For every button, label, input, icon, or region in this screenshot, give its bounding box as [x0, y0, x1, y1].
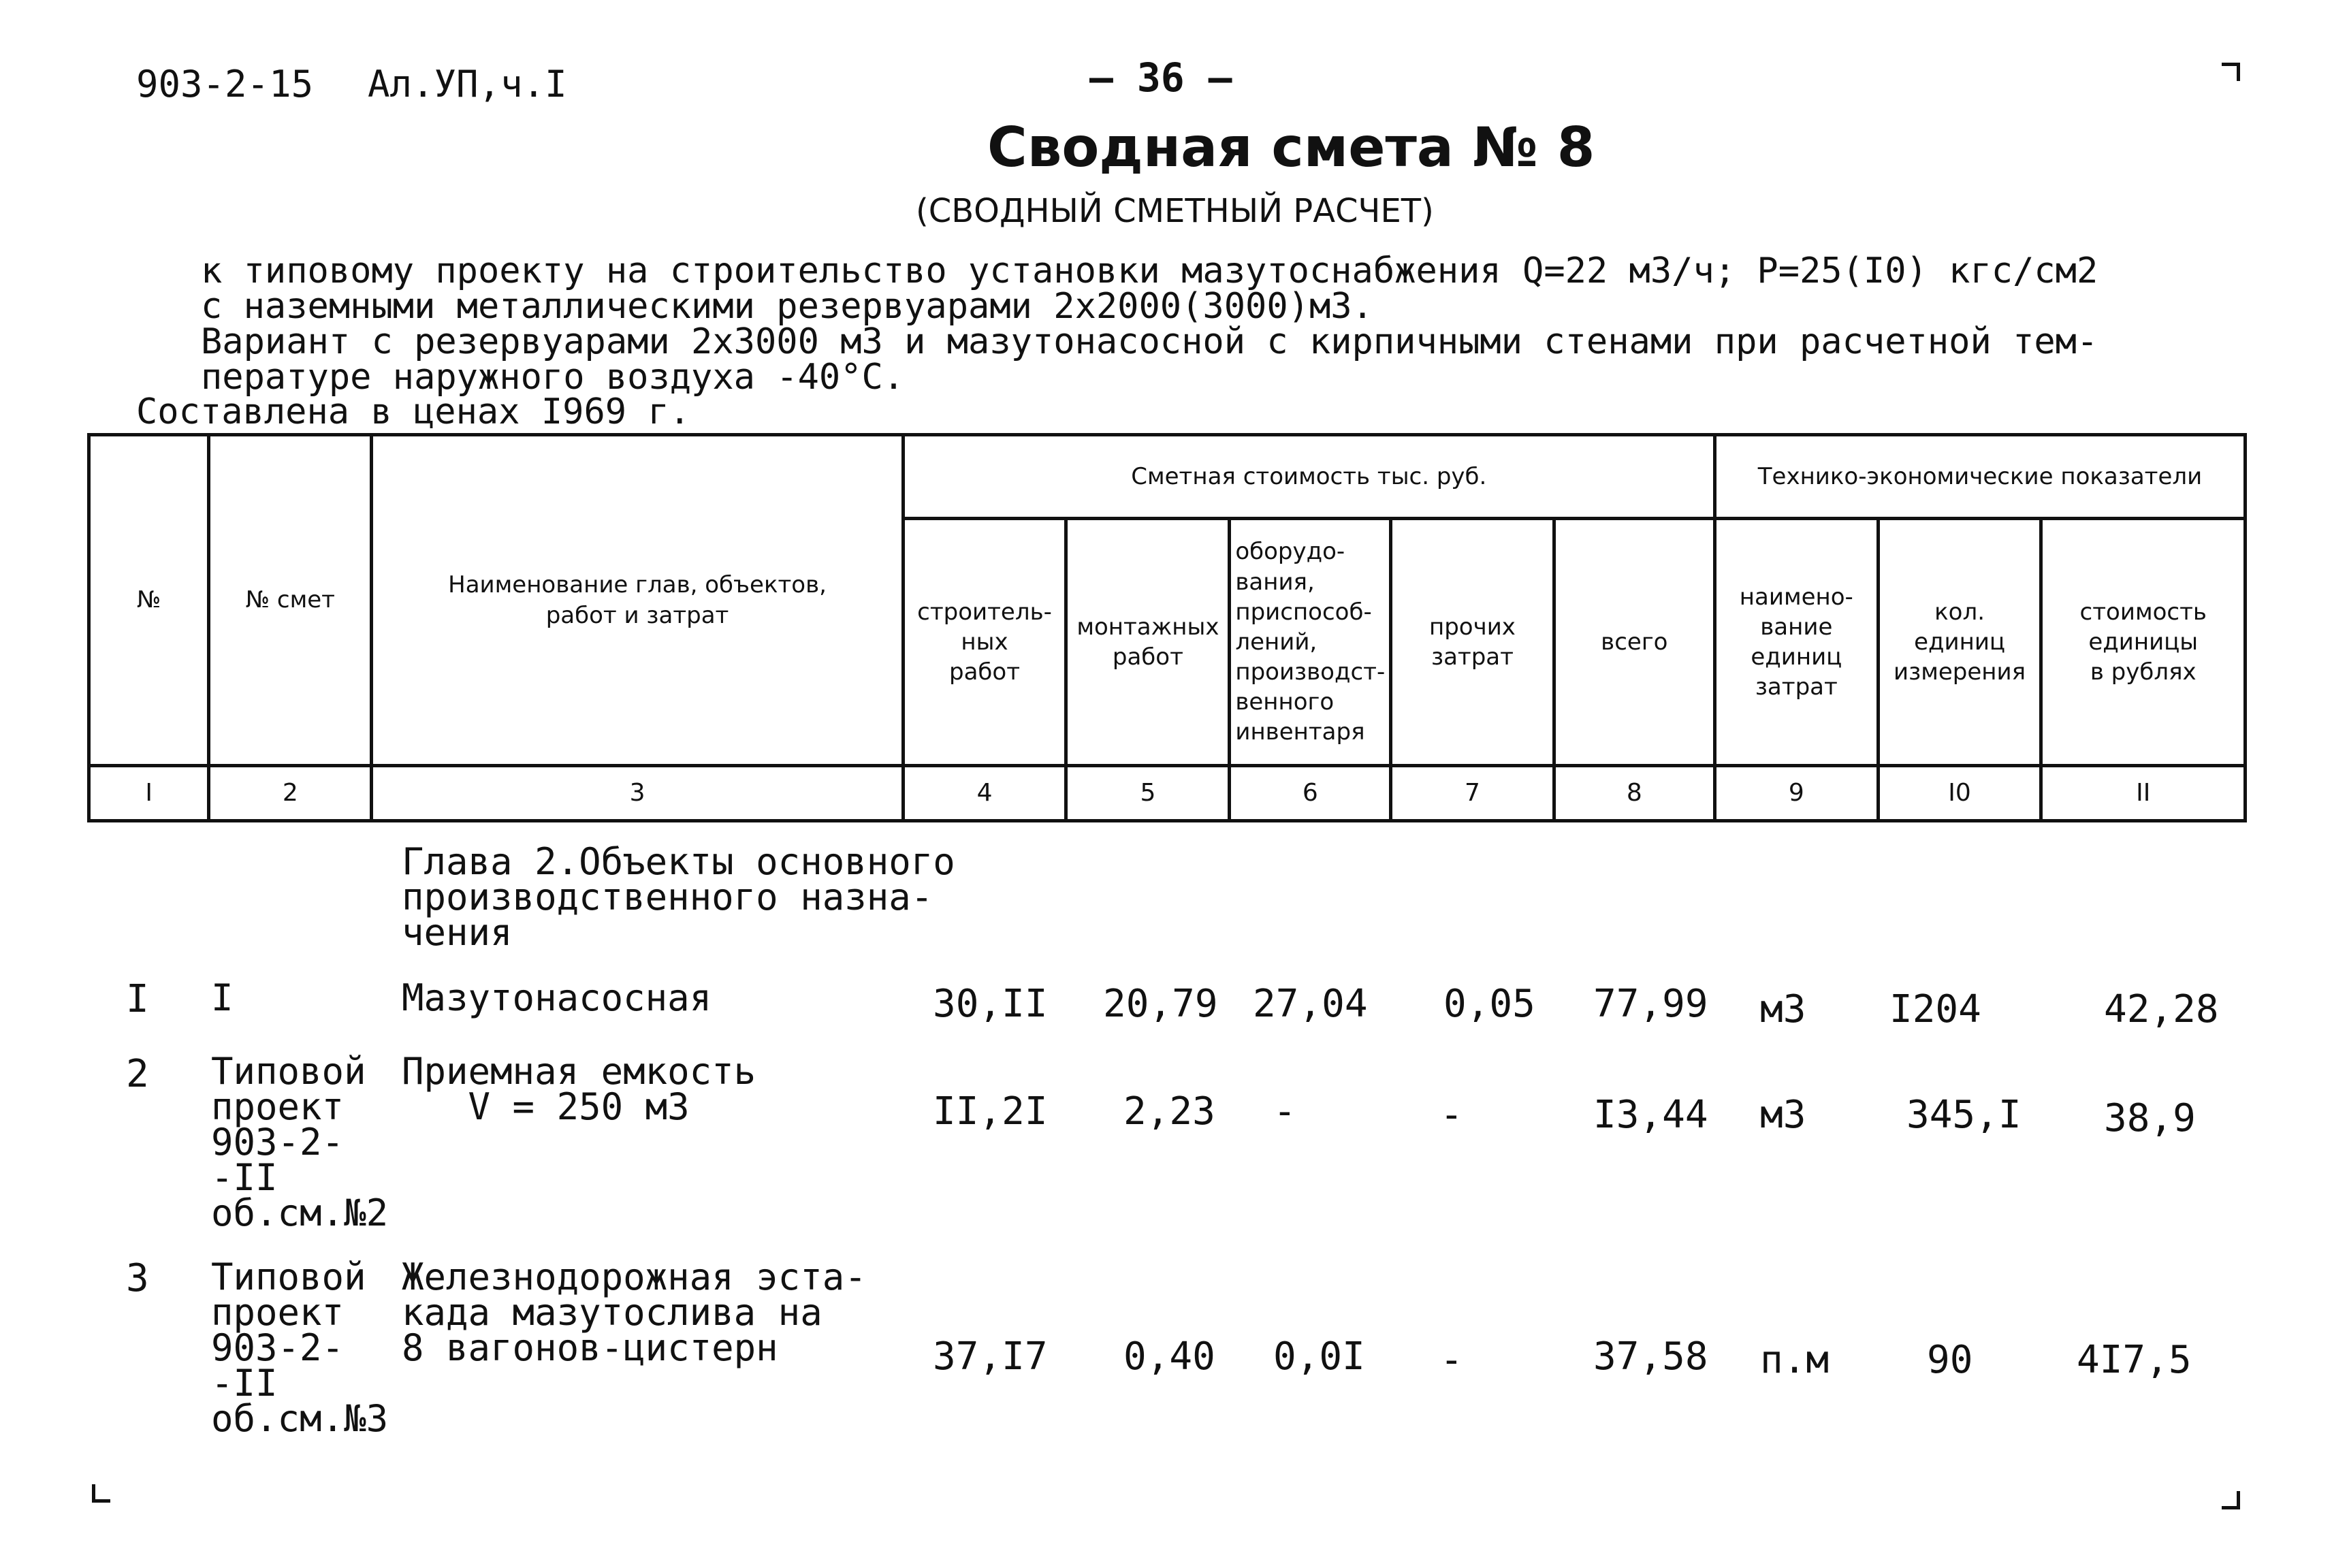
price-basis-note: Составлена в ценах I969 г. [136, 391, 690, 432]
row-smeta: I [211, 976, 234, 1019]
row-qty: 345,I [1906, 1093, 2022, 1137]
col-header-unit: наимено- вание единиц затрат [1714, 519, 1878, 766]
row-build: 37,I7 [933, 1334, 1048, 1379]
crop-mark-bottom-left [92, 1484, 110, 1503]
row-no: 3 [126, 1256, 149, 1300]
row-no: 2 [126, 1052, 149, 1096]
col-header-name: Наименование глав, объектов, работ и затрат [372, 435, 903, 766]
page-number: — 36 — [1089, 54, 1232, 101]
crop-mark-bottom-right [2222, 1491, 2240, 1509]
document-code: 903-2-15 [136, 63, 314, 106]
row-unit: м3 [1760, 987, 1806, 1031]
project-description: к типовому проекту на строительство установки мазутоснабжения Q=22 м3/ч; P=25(I0) кгс/см2 с наземными металлическими резервуарами 2х2000(3000)м3. Вариант с резервуарами 2х3000 м3 и мазутонасосной с кирпичными стенами при расчетной тем- пературе наружного воздуха -40°С. [201, 251, 2098, 398]
row-equip: 0,0I [1273, 1334, 1365, 1379]
col-index: 2 [209, 766, 372, 821]
row-total: 77,99 [1593, 982, 1708, 1026]
col-index: 9 [1714, 766, 1878, 821]
col-index: 7 [1391, 766, 1554, 821]
row-qty: 90 [1927, 1338, 1973, 1382]
row-mount: 2,23 [1123, 1089, 1215, 1134]
row-equip: - [1273, 1089, 1296, 1134]
col-index: 4 [903, 766, 1066, 821]
col-index: 8 [1554, 766, 1714, 821]
row-name: Приемная емкость V = 250 м3 [402, 1050, 756, 1128]
page-subtitle: (СВОДНЫЙ СМЕТНЫЙ РАСЧЕТ) [916, 192, 1434, 230]
col-header-unit-cost: стоимость единицы в рублях [2041, 519, 2246, 766]
row-equip: 27,04 [1253, 982, 1368, 1026]
col-index: II [2041, 766, 2246, 821]
col-header-other: прочих затрат [1391, 519, 1554, 766]
row-no: I [126, 977, 149, 1021]
estimate-table-header [87, 433, 2247, 822]
row-total: I3,44 [1593, 1093, 1708, 1137]
col-header-build: строитель- ных работ [903, 519, 1066, 766]
col-index: 6 [1230, 766, 1391, 821]
row-other: 0,05 [1443, 982, 1535, 1026]
group-header-tech: Технико-экономические показатели [1714, 435, 2245, 519]
row-other: - [1440, 1093, 1463, 1137]
row-build: II,2I [933, 1089, 1048, 1134]
row-name: Железнодорожная эста- када мазутослива на 8 вагонов-цистерн [402, 1255, 867, 1369]
row-build: 30,II [933, 982, 1048, 1026]
row-qty: I204 [1889, 987, 1981, 1031]
col-header-qty: кол. единиц измерения [1878, 519, 2041, 766]
row-unit-cost: 42,28 [2104, 987, 2219, 1031]
row-mount: 20,79 [1103, 982, 1218, 1026]
col-index: I [89, 766, 209, 821]
row-total: 37,58 [1593, 1334, 1708, 1379]
col-header-no: № [89, 435, 209, 766]
col-header-mount: монтажных работ [1066, 519, 1230, 766]
row-unit: п.м [1760, 1338, 1830, 1382]
document-reference: Ал.УП,ч.I [368, 63, 567, 106]
row-unit-cost: 38,9 [2104, 1096, 2196, 1140]
crop-mark-top-right [2222, 63, 2240, 81]
col-index: 5 [1066, 766, 1230, 821]
row-unit-cost: 4I7,5 [2077, 1338, 2192, 1382]
page-title: Сводная смета № 8 [987, 116, 1595, 179]
row-mount: 0,40 [1123, 1334, 1215, 1379]
row-unit: м3 [1760, 1093, 1806, 1137]
group-header-cost: Сметная стоимость тыс. руб. [903, 435, 1714, 519]
col-header-total: всего [1554, 519, 1714, 766]
row-other: - [1440, 1338, 1463, 1382]
col-header-smeta-no: № смет [209, 435, 372, 766]
col-index: 3 [372, 766, 903, 821]
col-header-equip: оборудо- вания, приспособ- лений, производст- венного инвентаря [1230, 519, 1391, 766]
chapter-heading: Глава 2.Объекты основного производственного назна- чения [402, 840, 955, 954]
row-smeta: Типовой проект 903-2- -II об.см.№2 [211, 1050, 389, 1234]
row-name: Мазутонасосная [402, 976, 712, 1019]
col-index: I0 [1878, 766, 2041, 821]
row-smeta: Типовой проект 903-2- -II об.см.№3 [211, 1255, 389, 1440]
